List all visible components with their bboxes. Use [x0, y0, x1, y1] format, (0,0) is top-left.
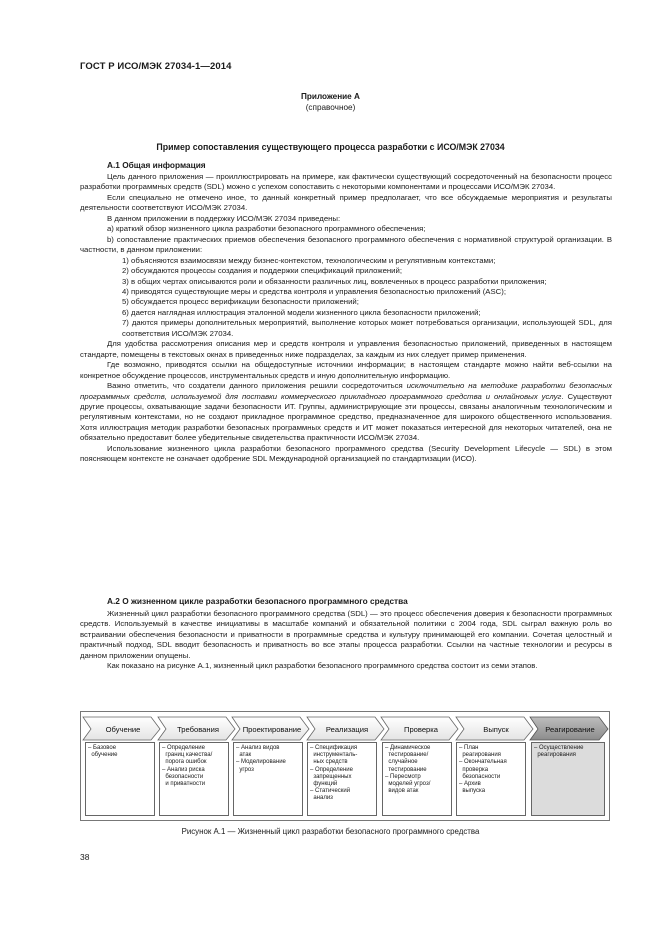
list-item: 5) обсуждается процесс верификации безопасности приложений;	[122, 297, 359, 307]
detail-line: – Определение	[162, 745, 205, 751]
stage-label: Реализация	[325, 725, 369, 734]
appendix-subtitle: (справочное)	[305, 103, 356, 112]
stage-details-training	[85, 742, 155, 816]
detail-line: тестирование/	[385, 752, 429, 759]
paragraph: b) сопоставление практических приемов обеспечения безопасного программного обеспечения с нормативной структурой организации. В частности, в данном приложении:	[80, 234, 612, 255]
paragraph: Как показано на рисунке А.1, жизненный цикл разработки безопасного программного средства состоит из семи этапов.	[107, 661, 538, 671]
detail-line: выпуска	[459, 788, 486, 795]
list-item: 1) объясняются взаимосвязи между бизнес-контекстом, технологическим и регулятивным контекстами;	[122, 255, 496, 265]
detail-line: случайное	[385, 759, 418, 766]
detail-line: реагирования	[534, 752, 576, 759]
detail-line: – Пересмотр	[385, 773, 421, 780]
stage-details-requirements	[159, 742, 229, 816]
detail-line: – Статический	[310, 788, 351, 795]
detail-line: порога ошибок	[162, 759, 207, 766]
page-number: 38	[80, 852, 90, 862]
figure-caption: Рисунок А.1 — Жизненный цикл разработки безопасного программного средства	[181, 827, 480, 836]
paragraph: а) краткий обзор жизненного цикла разработки безопасного программного обеспечения;	[107, 224, 426, 234]
detail-line: – Осуществление	[534, 745, 584, 751]
detail-line: запрещенных	[310, 773, 352, 780]
standard-header: ГОСТ Р ИСО/МЭК 27034-1—2014	[80, 61, 232, 72]
section-a1-heading: А.1 Общая информация	[107, 160, 206, 170]
paragraph: Жизненный цикл разработки безопасного программного средства (SDL) — это процесс обеспечения доверия к безопасности программных средств. Используемый в качестве инициативы в масштабе компаний и обязательной политики с 2004 года, SDL сыграл важную роль во встраивании обеспечения безопасности и приватности в программные средства и культуру принимающей его компании. Сочетая целостный и практичный подход, SDL вводит безопасность и приватность во все этапы процесса разработки. Ссылки на частные технологии и ресурсы в данном приложении опущены.	[80, 609, 612, 660]
stage-label: Реагирование	[545, 725, 595, 734]
detail-line: – Моделирование	[236, 759, 286, 766]
detail-line: – Динамическое	[385, 745, 431, 751]
stage-label: Проектирование	[242, 725, 302, 734]
paragraph: В данном приложении в поддержку ИСО/МЭК 27034 приведены:	[107, 213, 341, 223]
document-title: Пример сопоставления существующего процесса разработки с ИСО/МЭК 27034	[156, 142, 505, 152]
stage-label: Выпуск	[483, 725, 509, 734]
stage-label: Требования	[177, 725, 219, 734]
paragraph: Цель данного приложения — проиллюстрировать на примере, как фактически существующий сосредоточенный на безопасности процесс разработки программных средств (SDL) можно с успехом сопоставить с некоторыми компонентами и процессами ИСО/МЭК 27034.	[80, 172, 612, 192]
detail-line: – Анализ риска	[162, 766, 205, 773]
detail-line: видов атак	[385, 788, 419, 795]
stage-details-response	[531, 742, 605, 816]
detail-line: проверка	[459, 766, 489, 773]
stage-details-release	[456, 742, 526, 816]
stage-details-verification	[382, 742, 452, 816]
detail-line: анализ	[310, 795, 333, 802]
detail-line: – План	[459, 745, 479, 751]
detail-line: – Спецификация	[310, 745, 358, 751]
text-run: Важно отметить, что создатели данного приложения решили сосредоточиться	[107, 381, 407, 391]
paragraph: Если специально не отмечено иное, то данный конкретный пример предполагает, что все обсуждаемые мероприятия и результаты деятельности соответствуют ИСО/МЭК 27034.	[80, 192, 612, 213]
detail-line: безопасности	[459, 773, 501, 780]
list-item: 2) обсуждаются процессы создания и поддержки спецификаций приложений;	[122, 266, 402, 276]
detail-line: – Архив	[459, 781, 481, 788]
paragraph: Где возможно, приводятся ссылки на общедоступные источники информации; в настоящем стандарте можно найти веб-ссылки на конкретное обсуждение процессов, инструментальных средств и иную дополнительную информацию.	[80, 360, 612, 380]
detail-line: – Определение	[310, 766, 353, 773]
list-item: 4) приводятся существующие меры и средства контроля и управления безопасностью приложений (ASC);	[122, 286, 506, 296]
paragraph: Использование жизненного цикла разработки безопасного программного средства (Security Development Lifecycle — SDL) в этом поясняющем контексте не означает одобрение SDL Международной организацией по стандартизации (ИСО).	[80, 443, 612, 464]
appendix-title: Приложение А	[301, 92, 360, 101]
sdl-lifecycle-diagram	[80, 711, 610, 821]
detail-line: атак	[236, 752, 252, 759]
list-item: 6) дается наглядная иллюстрация эталонной модели жизненного цикла безопасности приложений;	[122, 307, 481, 317]
stage-label: Обучение	[105, 725, 141, 734]
detail-line: реагирования	[459, 752, 501, 759]
section-a2-body	[80, 609, 612, 672]
text-run: . Существуют другие процессы, охватывающие задачи безопасности ИТ. Группы, администрирующие эти процессы, связаны аналогичным технологическим и регулятивным контекстами, но не создают прикладное программное средство, предназначенное для широкого общественного использования. Хотя иллюстрация методик разработки безопасных программных средств и ИТ может показаться интересной для некоторых читателей, она не обязательно предоставит более убедительные свидетельства практичности ИСО/МЭК 27034.	[80, 391, 612, 443]
list-item: 3) в общих чертах описываются роли и обязанности различных лиц, вовлеченных в процесс разработки приложения;	[122, 276, 547, 286]
section-a2-heading: А.2 О жизненном цикле разработки безопасного программного средства	[107, 596, 408, 606]
detail-line: безопасности	[162, 773, 204, 780]
detail-line: и приватности	[162, 781, 206, 788]
detail-line: угроз	[236, 766, 254, 773]
stage-details-design	[233, 742, 303, 816]
stage-label: Проверка	[403, 725, 439, 734]
stage-details-implementation	[307, 742, 377, 816]
paragraph: Для удобства рассмотрения описания мер и средств контроля и управления безопасностью приложений, приведенных в настоящем стандарте, помещены в текстовых окнах в приведенных ниже подразделах, за каждым из них следует пример применения.	[80, 339, 612, 359]
detail-line: тестирование	[385, 766, 427, 773]
detail-line: моделей угроз/	[385, 781, 431, 788]
detail-line: обучение	[88, 752, 118, 759]
stage-arrows	[81, 712, 611, 742]
detail-line: границ качества/	[162, 752, 213, 759]
detail-line: ных средств	[310, 759, 348, 766]
detail-line: – Базовое	[88, 745, 117, 751]
detail-line: инструменталь-	[310, 752, 358, 759]
italic-text-run: исключительно на методике разработки безопасных программных средств, используемой для поставки коммерческого прикладного программного средства и онлайновых услуг	[80, 381, 612, 401]
section-a1-body	[80, 172, 612, 465]
list-item: 7) даются примеры дополнительных мероприятий, выполнение которых может потребоваться организации, использующей SDL, для соответствия ИСО/МЭК 27034.	[122, 318, 612, 338]
detail-line: – Окончательная	[459, 759, 507, 766]
detail-line: – Анализ видов	[236, 745, 280, 751]
paragraph	[80, 381, 612, 444]
detail-line: функций	[310, 781, 338, 788]
